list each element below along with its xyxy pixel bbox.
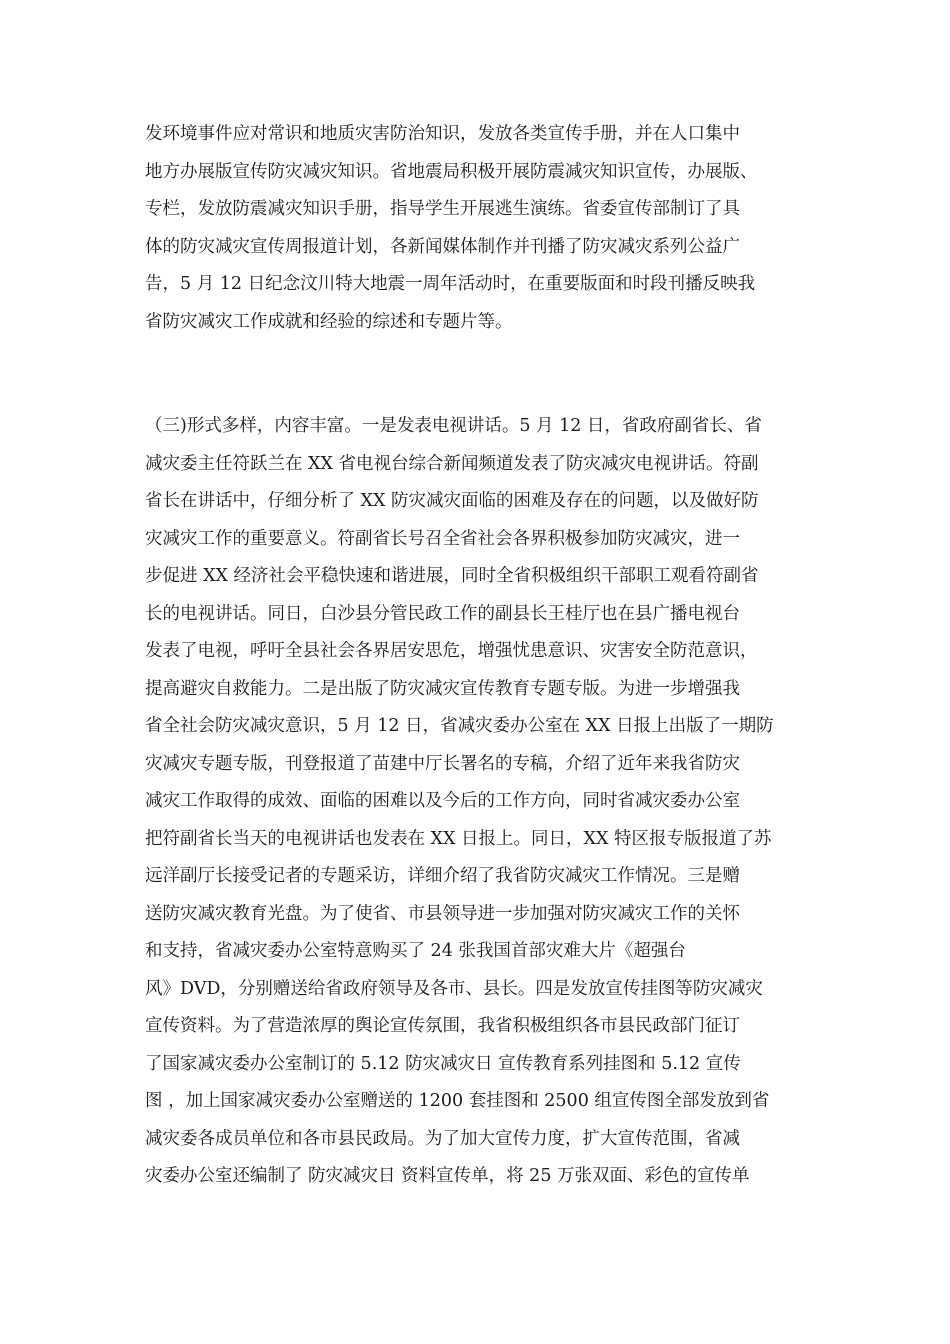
text-line: 提高避灾自救能力。二是出版了防灾减灾宣传教育专题专版。为进一步增强我: [145, 678, 740, 699]
text-line: 告，5 月 12 日纪念汶川特大地震一周年活动时，在重要版面和时段刊播反映我: [145, 274, 756, 294]
text-line: （三)形式多样，内容丰富。一是发表电视讲话。5 月 12 日，省政府副省长、省: [145, 416, 762, 436]
text-line: 送防灾减灾教育光盘。为了使省、市县领导进一步加强对防灾减灾工作的关怀: [145, 903, 740, 924]
text-line: 宣传资料。为了营造浓厚的舆论宣传氛围，我省积极组织各市县民政部门征订: [145, 1016, 740, 1036]
text-line: 把符副省长当天的电视讲话也发表在 XX 日报上。同日，XX 特区报专版报道了苏: [145, 828, 772, 849]
text-line: 省全社会防灾减灾意识，5 月 12 日，省减灾委办公室在 XX 日报上出版了一期防: [145, 716, 774, 736]
text-line: 发表了电视，呼吁全县社会各界居安思危，增强忧患意识、灾害安全防范意识，: [145, 641, 758, 661]
text-line: 专栏，发放防震减灾知识手册，指导学生开展逃生演练。省委宣传部制订了具: [145, 199, 740, 219]
paragraph-2: [145, 408, 825, 1196]
text-line: 图 ，加上国家减灾委办公室赠送的 1200 套挂图和 2500 组宣传图全部发放到省: [145, 1091, 770, 1111]
text-line: 风》DVD，分别赠送给省政府领导及各市、县长。四是发放宣传挂图等防灾减灾: [145, 978, 763, 999]
text-line: 灾减灾专题专版，刊登报道了苗建中厅长署名的专稿，介绍了近年来我省防灾: [145, 753, 740, 774]
text-line: 了国家减灾委办公室制订的 5.12 防灾减灾日 宣传教育系列挂图和 5.12 宣传: [145, 1053, 741, 1074]
text-line: 减灾委主任符跃兰在 XX 省电视台综合新闻频道发表了防灾减灾电视讲话。符副: [145, 453, 759, 474]
text-line: 减灾工作取得的成效、面临的困难以及今后的工作方向，同时省减灾委办公室: [145, 791, 740, 811]
paragraph-1: [145, 116, 825, 341]
text-line: 灾减灾工作的重要意义。符副省长号召全省社会各界积极参加防灾减灾，进一: [145, 528, 740, 549]
text-line: 和支持，省减灾委办公室特意购买了 24 张我国首部灾难大片《超强台: [145, 941, 686, 961]
text-line: 步促进 XX 经济社会平稳快速和谐进展，同时全省积极组织干部职工观看符副省: [145, 566, 759, 586]
text-line: 长的电视讲话。同日，白沙县分管民政工作的副县长王桂厅也在县广播电视台: [145, 603, 740, 624]
text-line: 发环境事件应对常识和地质灾害防治知识，发放各类宣传手册，并在人口集中: [145, 124, 740, 144]
text-line: 地方办展版宣传防灾减灾知识。省地震局积极开展防震减灾知识宣传，办展版、: [145, 161, 758, 182]
text-line: 减灾委各成员单位和各市县民政局。为了加大宣传力度，扩大宣传范围，省减: [145, 1128, 740, 1149]
text-line: 灾委办公室还编制了 防灾减灾日 资料宣传单，将 25 万张双面、彩色的宣传单: [145, 1166, 750, 1186]
text-line: 体的防灾减灾宣传周报道计划，各新闻媒体制作并刊播了防灾减灾系列公益广: [145, 236, 740, 257]
text-line: 远洋副厅长接受记者的专题采访，详细介绍了我省防灾减灾工作情况。三是赠: [145, 866, 740, 886]
text-line: 省防灾减灾工作成就和经验的综述和专题片等。: [145, 311, 513, 332]
text-line: 省长在讲话中，仔细分析了 XX 防灾减灾面临的困难及存在的问题，以及做好防: [145, 491, 759, 511]
